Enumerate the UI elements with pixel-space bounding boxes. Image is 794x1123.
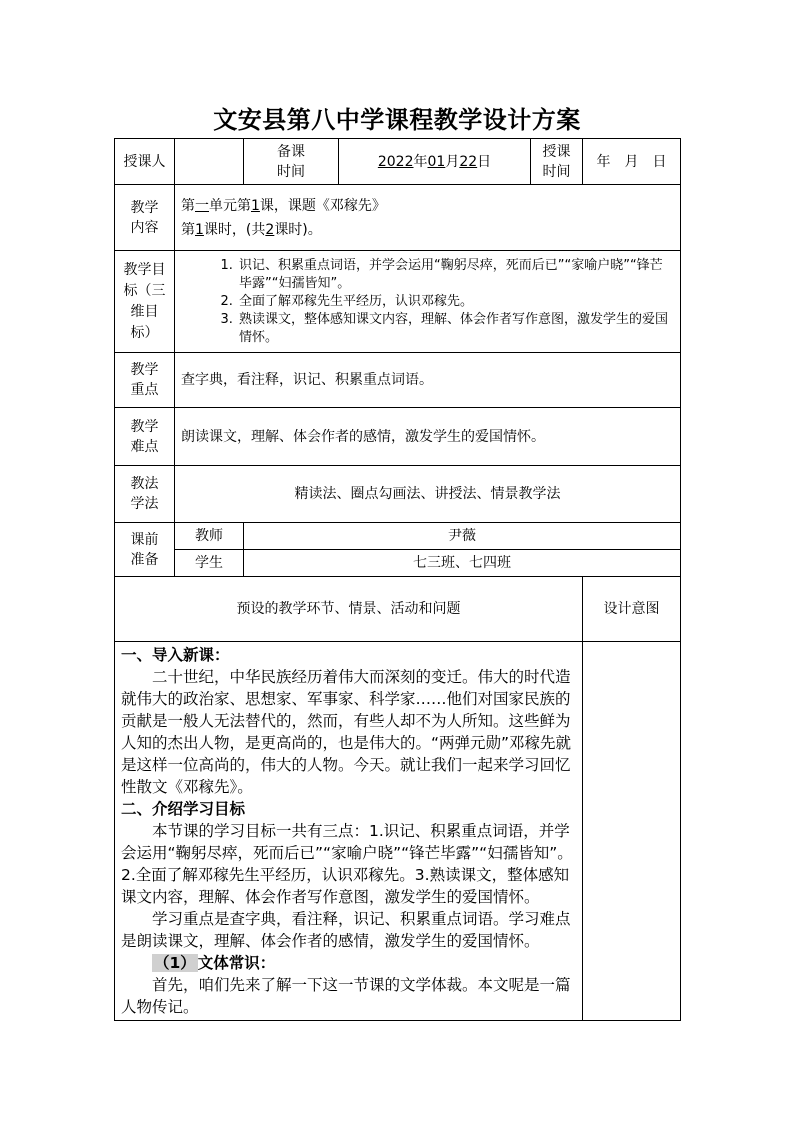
key-points-label — [115, 353, 175, 408]
lesson-body — [115, 642, 583, 1021]
focus-paragraph: 学习重点是查字典，看注释，识记、积累重点词语。学习难点是朗读课文，理解、体会作者的感情，激发学生的爱国情怀。 — [121, 910, 571, 950]
prep-time-label — [244, 139, 339, 185]
genre-heading-number: （1） — [154, 954, 196, 972]
prep-student-value: 七三班、七四班 — [244, 550, 681, 577]
content-line-1 — [181, 196, 674, 216]
prep-student-row — [115, 550, 681, 577]
prep-year-unit: 年 — [413, 153, 428, 170]
prep-date — [339, 139, 531, 185]
prep-student-label: 学生 — [175, 550, 244, 577]
prep-teacher-value: 尹薇 — [244, 523, 681, 550]
header-row — [115, 139, 681, 185]
prep-teacher-row — [115, 523, 681, 550]
prep-year: 2022 — [377, 153, 414, 170]
difficulties-row — [115, 408, 681, 466]
goals-label — [115, 251, 175, 353]
content-line1-mid: 单元第 — [209, 197, 251, 214]
methods-label-text: 教法学法 — [130, 476, 159, 512]
prep-day: 22 — [459, 153, 478, 170]
class-time-label — [531, 139, 583, 185]
section-header-side: 设计意图 — [583, 577, 681, 642]
teacher-label: 授课人 — [115, 139, 175, 185]
prep-time-label-text: 备课时间 — [277, 143, 305, 180]
goal-item: 3. 熟读课文，整体感知课文内容，理解、体会作者写作意图，激发学生的爱国情怀。 — [237, 311, 674, 347]
class-time-label-text: 授课时间 — [542, 143, 571, 180]
goals-value — [175, 251, 681, 353]
section-header-row — [115, 577, 681, 642]
difficulties-label — [115, 408, 175, 466]
key-points-row — [115, 353, 681, 408]
goals-paragraph: 本节课的学习目标一共有三点：1.识记、积累重点词语，并学会运用“鞠躬尽瘁，死而后已”“家喻户晓”“锋芒毕露”“妇孺皆知”。2.全面了解邓稼先生平经历，认识邓稼先。3.熟读课文，整体感知课文内容，理解、体会作者写作意图，激发学生的爱国情怀。 — [121, 822, 573, 906]
content-lesson: 1 — [251, 197, 260, 214]
content-period: 1 — [195, 221, 204, 238]
intro-paragraph: 二十世纪，中华民族经历着伟大而深刻的变迁。伟大的时代造就伟大的政治家、思想家、军事家、科学家……他们对国家民族的贡献是一般人无法替代的，然而，有些人却不为人所知。这些鲜为人知的杰出人物，是更高尚的，也是伟大的。“两弹元勋”邓稼先就是这样一位高尚的，伟大的人物。今天。就让我们一起来学习回忆性散文《邓稼先》。 — [121, 668, 572, 796]
content-label-text: 教学内容 — [130, 199, 159, 236]
body-row — [115, 642, 681, 1021]
teacher-value — [175, 139, 244, 185]
content-line2-mid: 课时，(共 — [203, 221, 266, 238]
prep-label-text: 课前准备 — [130, 531, 159, 568]
section-header-main: 预设的教学环节、情景、活动和问题 — [115, 577, 583, 642]
methods-value: 精读法、圈点勾画法、讲授法、情景教学法 — [175, 466, 681, 523]
section-heading-goals: 二、介绍学习目标 — [121, 800, 246, 818]
key-points-label-text: 教学重点 — [130, 362, 159, 398]
content-line2-post: 课时)。 — [274, 221, 322, 238]
methods-label — [115, 466, 175, 523]
genre-paragraph: 首先，咱们先来了解一下这一节课的文学体裁。本文呢是一篇人物传记。 — [121, 976, 571, 1016]
methods-row — [115, 466, 681, 523]
class-date: 年 月 日 — [583, 139, 681, 185]
section-heading-intro: 一、导入新课： — [121, 646, 230, 664]
difficulties-label-text: 教学难点 — [130, 418, 159, 455]
prep-label — [115, 523, 175, 577]
goals-row — [115, 251, 681, 353]
prep-month: 01 — [427, 153, 446, 170]
genre-heading-text: 文体常识： — [197, 954, 276, 972]
lesson-plan-table-wrapper — [114, 138, 680, 1021]
goal-item: 2. 全面了解邓稼先生平经历，认识邓稼先。 — [237, 293, 674, 311]
content-unit: 一 — [195, 197, 209, 214]
content-line2-pre: 第 — [181, 221, 195, 238]
content-value — [175, 185, 681, 251]
design-intent-cell — [583, 642, 681, 1021]
prep-day-unit: 日 — [477, 153, 492, 170]
goals-list — [175, 257, 680, 347]
page-title: 文安县第八中学课程教学设计方案 — [213, 105, 581, 134]
goals-label-text: 教学目标（三维目标） — [123, 261, 166, 341]
genre-heading — [121, 952, 576, 974]
content-line1-post: 课，课题《邓稼先》 — [259, 197, 386, 214]
prep-teacher-label: 教师 — [175, 523, 244, 550]
key-points-value: 查字典，看注释，识记、积累重点词语。 — [175, 353, 681, 408]
content-line-2 — [181, 220, 674, 240]
content-line1-pre: 第 — [181, 197, 195, 214]
prep-month-unit: 月 — [445, 153, 460, 170]
difficulties-value: 朗读课文，理解、体会作者的感情，激发学生的爱国情怀。 — [175, 408, 681, 466]
goal-item: 1. 识记、积累重点词语，并学会运用“鞠躬尽瘁，死而后已”“家喻户晓”“锋芒毕露”“妇孺皆知”。 — [237, 257, 674, 293]
content-total: 2 — [265, 221, 275, 238]
content-label — [115, 185, 175, 251]
lesson-plan-table — [114, 138, 681, 1021]
content-row — [115, 185, 681, 251]
